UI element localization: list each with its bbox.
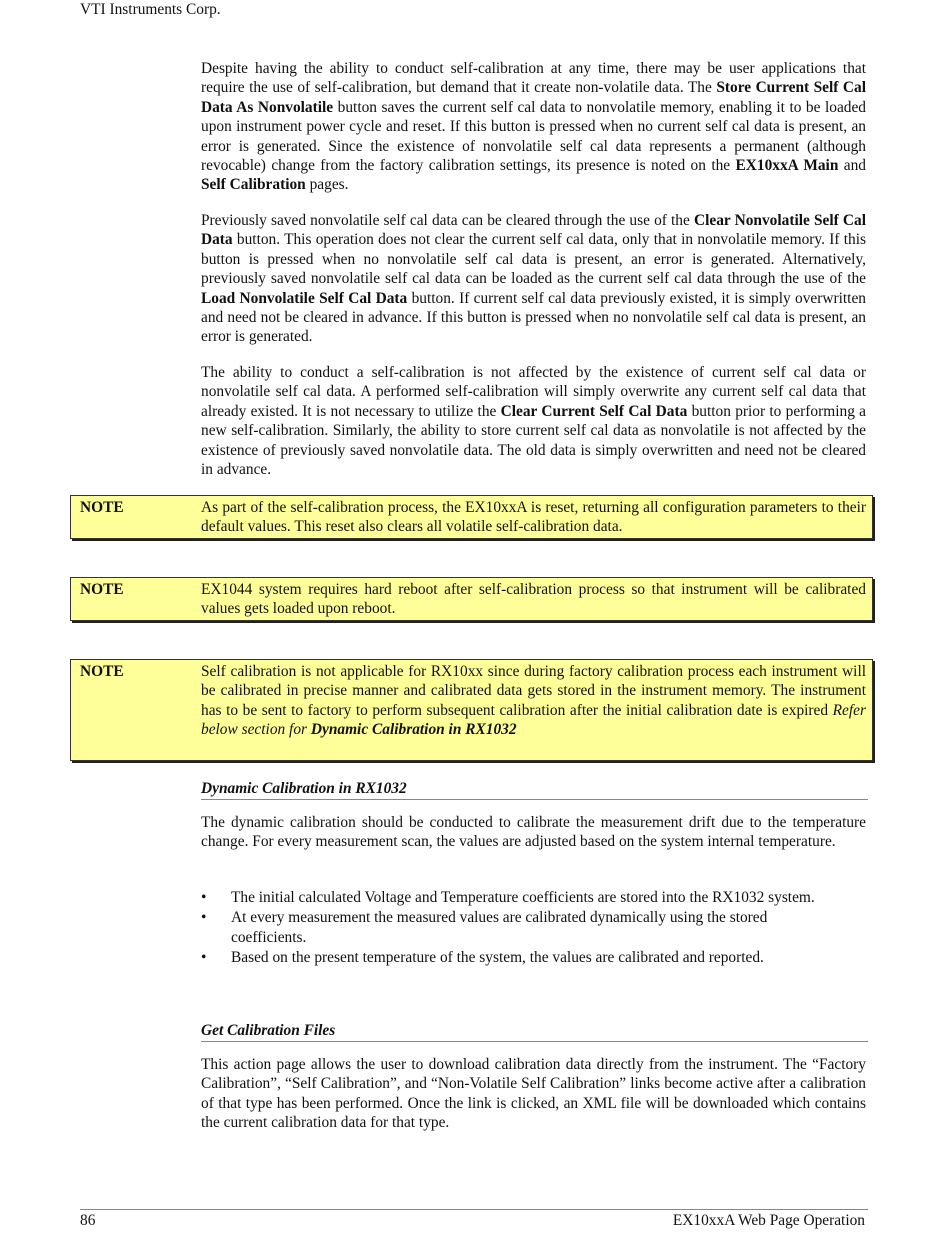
- note-box-rx10xx: [70, 659, 873, 761]
- note-label: NOTE: [80, 663, 124, 680]
- list-item-text: The initial calculated Voltage and Temperature coefficients are stored into the RX1032 system.: [231, 889, 815, 906]
- page-number: 86: [80, 1212, 96, 1229]
- paragraph-dynamic-calibration: [201, 813, 866, 852]
- footer-section-title: EX10xxA Web Page Operation: [672, 1212, 865, 1229]
- paragraph-get-calibration-files: [201, 1055, 866, 1133]
- note-text: [201, 662, 866, 740]
- text: Despite having the ability to conduct self-calibration at any time, there may be user applications that require the use of self-calibration, but demand that it create non-volatile data. The: [201, 60, 866, 97]
- list-item: [201, 948, 821, 967]
- note-box-reset: [70, 495, 873, 539]
- text: pages.: [305, 176, 349, 194]
- button-name-clear-nonvolatile: Clear Nonvolatile Self Cal Data: [201, 212, 866, 249]
- bullet-icon: •: [201, 889, 207, 906]
- section-heading-dynamic-calibration: Dynamic Calibration in RX1032: [201, 779, 868, 800]
- button-name-load-nonvolatile: Load Nonvolatile Self Cal Data: [201, 289, 408, 307]
- list-item-text: Based on the present temperature of the system, the values are calibrated and reported.: [231, 949, 764, 967]
- note-label: NOTE: [80, 499, 124, 516]
- page-name-self-calibration: Self Calibration: [201, 176, 306, 194]
- text: button. This operation does not clear the current self cal data, only that in nonvolatile memory. If this button is pressed when no nonvolatile self cal data is present, an error is generated. Alternatively, previously saved nonvolatile self cal data can be loaded as the current self cal data through the use of the: [201, 231, 866, 288]
- text: Previously saved nonvolatile self cal data can be cleared through the use of the: [201, 212, 694, 229]
- page-name-main: EX10xxA Main: [735, 157, 839, 175]
- text: button prior to performing a new self-calibration. Similarly, the ability to store current self cal data as nonvolatile is not affected by the existence of previously saved nonvolatile data. The old data is simply overwritten and need not be cleared in advance.: [201, 402, 866, 479]
- button-name-clear-current: Clear Current Self Cal Data: [500, 402, 688, 420]
- text: button saves the current self cal data to nonvolatile memory, enabling it to be loaded upon instrument power cycle and reset. If this button is pressed when no current self cal data is present, an error is generated. Since the existence of nonvolatile self cal data represents a permanent (although revocable) change from the factory calibration settings, its presence is noted on the: [201, 98, 866, 175]
- list-item: [201, 908, 821, 947]
- button-name-store-current: Store Current Self Cal Data As Nonvolatile: [201, 79, 866, 116]
- paragraph-clear-load-nonvolatile: [201, 211, 866, 347]
- text: and: [838, 157, 866, 175]
- list-item: [201, 888, 821, 907]
- list-item-text: At every measurement the measured values are calibrated dynamically using the stored coefficients.: [231, 909, 768, 946]
- note-text: As part of the self-calibration process, the EX10xxA is reset, returning all configuration parameters to their default values. This reset also clears all volatile self-calibration data.: [201, 499, 866, 536]
- text: This action page allows the user to download calibration data directly from the instrument. The “Factory Calibration”, “Self Calibration”, and “Non-Volatile Self Calibration” links become active after a calibration of that type has been performed. Once the link is clicked, an XML file will be downloaded which contains the current calibration data for that type.: [201, 1056, 866, 1132]
- footer-rule: [80, 1209, 868, 1210]
- bullet-icon: •: [201, 909, 207, 927]
- running-header: VTI Instruments Corp.: [80, 1, 221, 18]
- text: The ability to conduct a self-calibration is not affected by the existence of current self cal data or nonvolatile self cal data. A performed self-calibration will simply overwrite any current self cal data that already existed. It is not necessary to utilize the: [201, 364, 866, 420]
- note-text: EX1044 system requires hard reboot after self-calibration process so that instrument will be calibrated values gets loaded upon reboot.: [201, 581, 866, 618]
- note-label: NOTE: [80, 581, 124, 598]
- text: Self calibration is not applicable for RX10xx since during factory calibration process each instrument will be calibrated in precise manner and calibrated data gets stored in the instrument memory. The instrument has to be sent to factory to perform subsequent calibration after the initial calibration date is expired: [201, 663, 866, 719]
- section-reference: Dynamic Calibration in RX1032: [310, 721, 517, 739]
- text-italic: Refer below section for: [201, 701, 866, 739]
- paragraph-self-calibration-overwrite: [201, 363, 866, 479]
- section-heading-get-calibration-files: Get Calibration Files: [201, 1021, 868, 1042]
- paragraph-store-nonvolatile: [201, 59, 866, 195]
- text: The dynamic calibration should be conducted to calibrate the measurement drift due to the temperature change. For every measurement scan, the values are adjusted based on the system internal temperature.: [201, 814, 866, 851]
- text: button. If current self cal data previously existed, it is simply overwritten and need not be cleared in advance. If this button is pressed when no nonvolatile self cal data is present, an error is generated.: [201, 289, 866, 346]
- bullet-list-dynamic-calibration: [201, 888, 821, 969]
- note-box-hard-reboot: [70, 577, 873, 621]
- bullet-icon: •: [201, 949, 207, 967]
